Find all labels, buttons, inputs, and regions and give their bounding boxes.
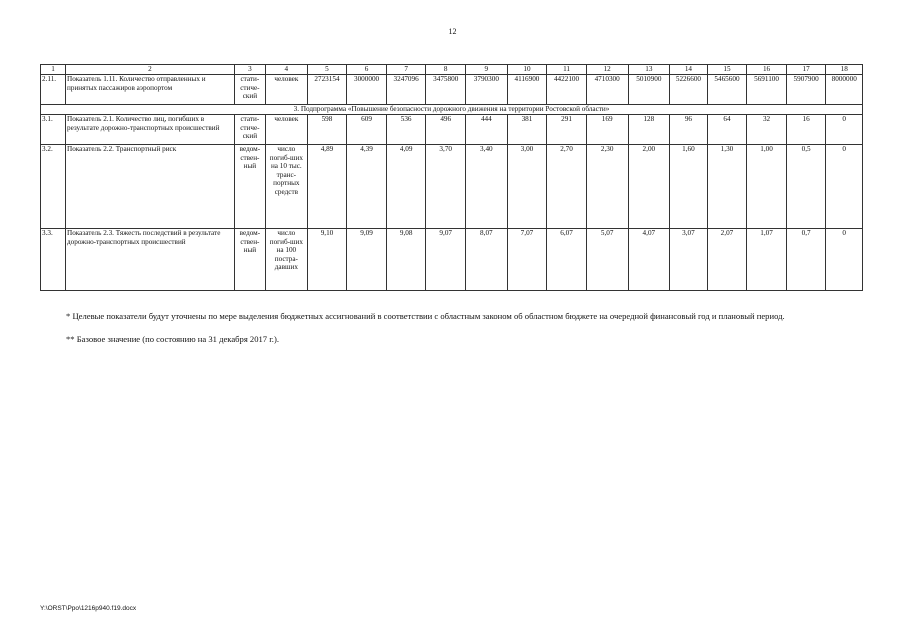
unit: человек — [266, 75, 308, 105]
value-cell: 64 — [707, 115, 747, 145]
header-cell: 18 — [826, 65, 863, 75]
unit: число погиб-ших на 100 постра-давших — [266, 229, 308, 291]
table-header-row — [41, 65, 863, 75]
value-cell: 5691100 — [747, 75, 787, 105]
footnote-target-indicators: * Целевые показатели будут уточнены по мере выделения бюджетных ассигнований в соответствии с областным законом об областном бюджете на очередной финансовый год и плановый период. — [66, 311, 785, 321]
section-row — [41, 105, 863, 115]
value-cell: 3,07 — [670, 229, 708, 291]
value-cell: 9,09 — [347, 229, 387, 291]
header-cell: 17 — [786, 65, 826, 75]
indicator-name: Показатель 1.11. Количество отправленных и принятых пассажиров аэропортом — [66, 75, 235, 105]
value-cell: 8,07 — [466, 229, 508, 291]
value-cell: 5465600 — [707, 75, 747, 105]
header-cell: 3 — [234, 65, 265, 75]
row-number: 2.11. — [41, 75, 66, 105]
header-cell: 6 — [347, 65, 387, 75]
value-cell: 5,07 — [586, 229, 628, 291]
value-cell: 7,07 — [507, 229, 547, 291]
indicator-name: Показатель 2.1. Количество лиц, погибших в результате дорожно-транспортных происшествий — [66, 115, 235, 145]
value-cell: 0 — [826, 145, 863, 229]
value-cell: 5226600 — [670, 75, 708, 105]
header-cell: 5 — [307, 65, 347, 75]
footnote-base-value: ** Базовое значение (по состоянию на 31 декабря 2017 г.). — [66, 334, 279, 344]
indicator-type: ведом-ствен-ный — [234, 229, 265, 291]
value-cell: 496 — [426, 115, 466, 145]
header-cell: 7 — [386, 65, 426, 75]
value-cell: 598 — [307, 115, 347, 145]
header-cell: 13 — [628, 65, 670, 75]
indicator-type: стати-стиче-ский — [234, 75, 265, 105]
indicator-name: Показатель 2.2. Транспортный риск — [66, 145, 235, 229]
value-cell: 3000000 — [347, 75, 387, 105]
table-row — [41, 145, 863, 229]
value-cell: 0,5 — [786, 145, 826, 229]
header-cell: 11 — [547, 65, 587, 75]
value-cell: 128 — [628, 115, 670, 145]
value-cell: 2,00 — [628, 145, 670, 229]
value-cell: 96 — [670, 115, 708, 145]
value-cell: 291 — [547, 115, 587, 145]
table-row — [41, 115, 863, 145]
value-cell: 381 — [507, 115, 547, 145]
value-cell: 9,10 — [307, 229, 347, 291]
value-cell: 4710300 — [586, 75, 628, 105]
unit: человек — [266, 115, 308, 145]
indicator-type: стати-стиче-ский — [234, 115, 265, 145]
value-cell: 3247096 — [386, 75, 426, 105]
indicator-type: ведом-ствен-ный — [234, 145, 265, 229]
section-title: 3. Подпрограмма «Повышение безопасности дорожного движения на территории Ростовской области» — [41, 105, 863, 115]
row-number: 3.3. — [41, 229, 66, 291]
value-cell: 5010900 — [628, 75, 670, 105]
value-cell: 0,7 — [786, 229, 826, 291]
header-cell: 4 — [266, 65, 308, 75]
value-cell: 3790300 — [466, 75, 508, 105]
value-cell: 5907900 — [786, 75, 826, 105]
row-number: 3.2. — [41, 145, 66, 229]
header-cell: 16 — [747, 65, 787, 75]
table-row — [41, 229, 863, 291]
value-cell: 3,40 — [466, 145, 508, 229]
value-cell: 3475800 — [426, 75, 466, 105]
header-cell: 15 — [707, 65, 747, 75]
value-cell: 0 — [826, 115, 863, 145]
header-cell: 14 — [670, 65, 708, 75]
value-cell: 4,89 — [307, 145, 347, 229]
value-cell: 4116900 — [507, 75, 547, 105]
value-cell: 2,07 — [707, 229, 747, 291]
value-cell: 1,00 — [747, 145, 787, 229]
value-cell: 2,70 — [547, 145, 587, 229]
header-cell: 12 — [586, 65, 628, 75]
value-cell: 16 — [786, 115, 826, 145]
indicator-name: Показатель 2.3. Тяжесть последствий в результате дорожно-транспортных происшествий — [66, 229, 235, 291]
value-cell: 1,60 — [670, 145, 708, 229]
indicators-table — [40, 64, 863, 291]
value-cell: 2723154 — [307, 75, 347, 105]
value-cell: 609 — [347, 115, 387, 145]
file-path-footer: Y:\ORST\Ppo\1216p940.f19.docx — [40, 605, 137, 612]
value-cell: 8000000 — [826, 75, 863, 105]
row-number: 3.1. — [41, 115, 66, 145]
value-cell: 169 — [586, 115, 628, 145]
value-cell: 444 — [466, 115, 508, 145]
header-cell: 8 — [426, 65, 466, 75]
value-cell: 9,07 — [426, 229, 466, 291]
value-cell: 9,08 — [386, 229, 426, 291]
value-cell: 536 — [386, 115, 426, 145]
table-row — [41, 75, 863, 105]
unit: число погиб-ших на 10 тыс. транс-портных средств — [266, 145, 308, 229]
value-cell: 4,09 — [386, 145, 426, 229]
value-cell: 3,00 — [507, 145, 547, 229]
header-cell: 2 — [66, 65, 235, 75]
value-cell: 3,70 — [426, 145, 466, 229]
value-cell: 4,07 — [628, 229, 670, 291]
value-cell: 1,30 — [707, 145, 747, 229]
value-cell: 4422100 — [547, 75, 587, 105]
value-cell: 1,07 — [747, 229, 787, 291]
value-cell: 6,07 — [547, 229, 587, 291]
table-body — [41, 65, 863, 291]
value-cell: 0 — [826, 229, 863, 291]
value-cell: 4,39 — [347, 145, 387, 229]
header-cell: 1 — [41, 65, 66, 75]
value-cell: 2,30 — [586, 145, 628, 229]
page-number: 12 — [448, 27, 457, 36]
header-cell: 9 — [466, 65, 508, 75]
header-cell: 10 — [507, 65, 547, 75]
value-cell: 32 — [747, 115, 787, 145]
